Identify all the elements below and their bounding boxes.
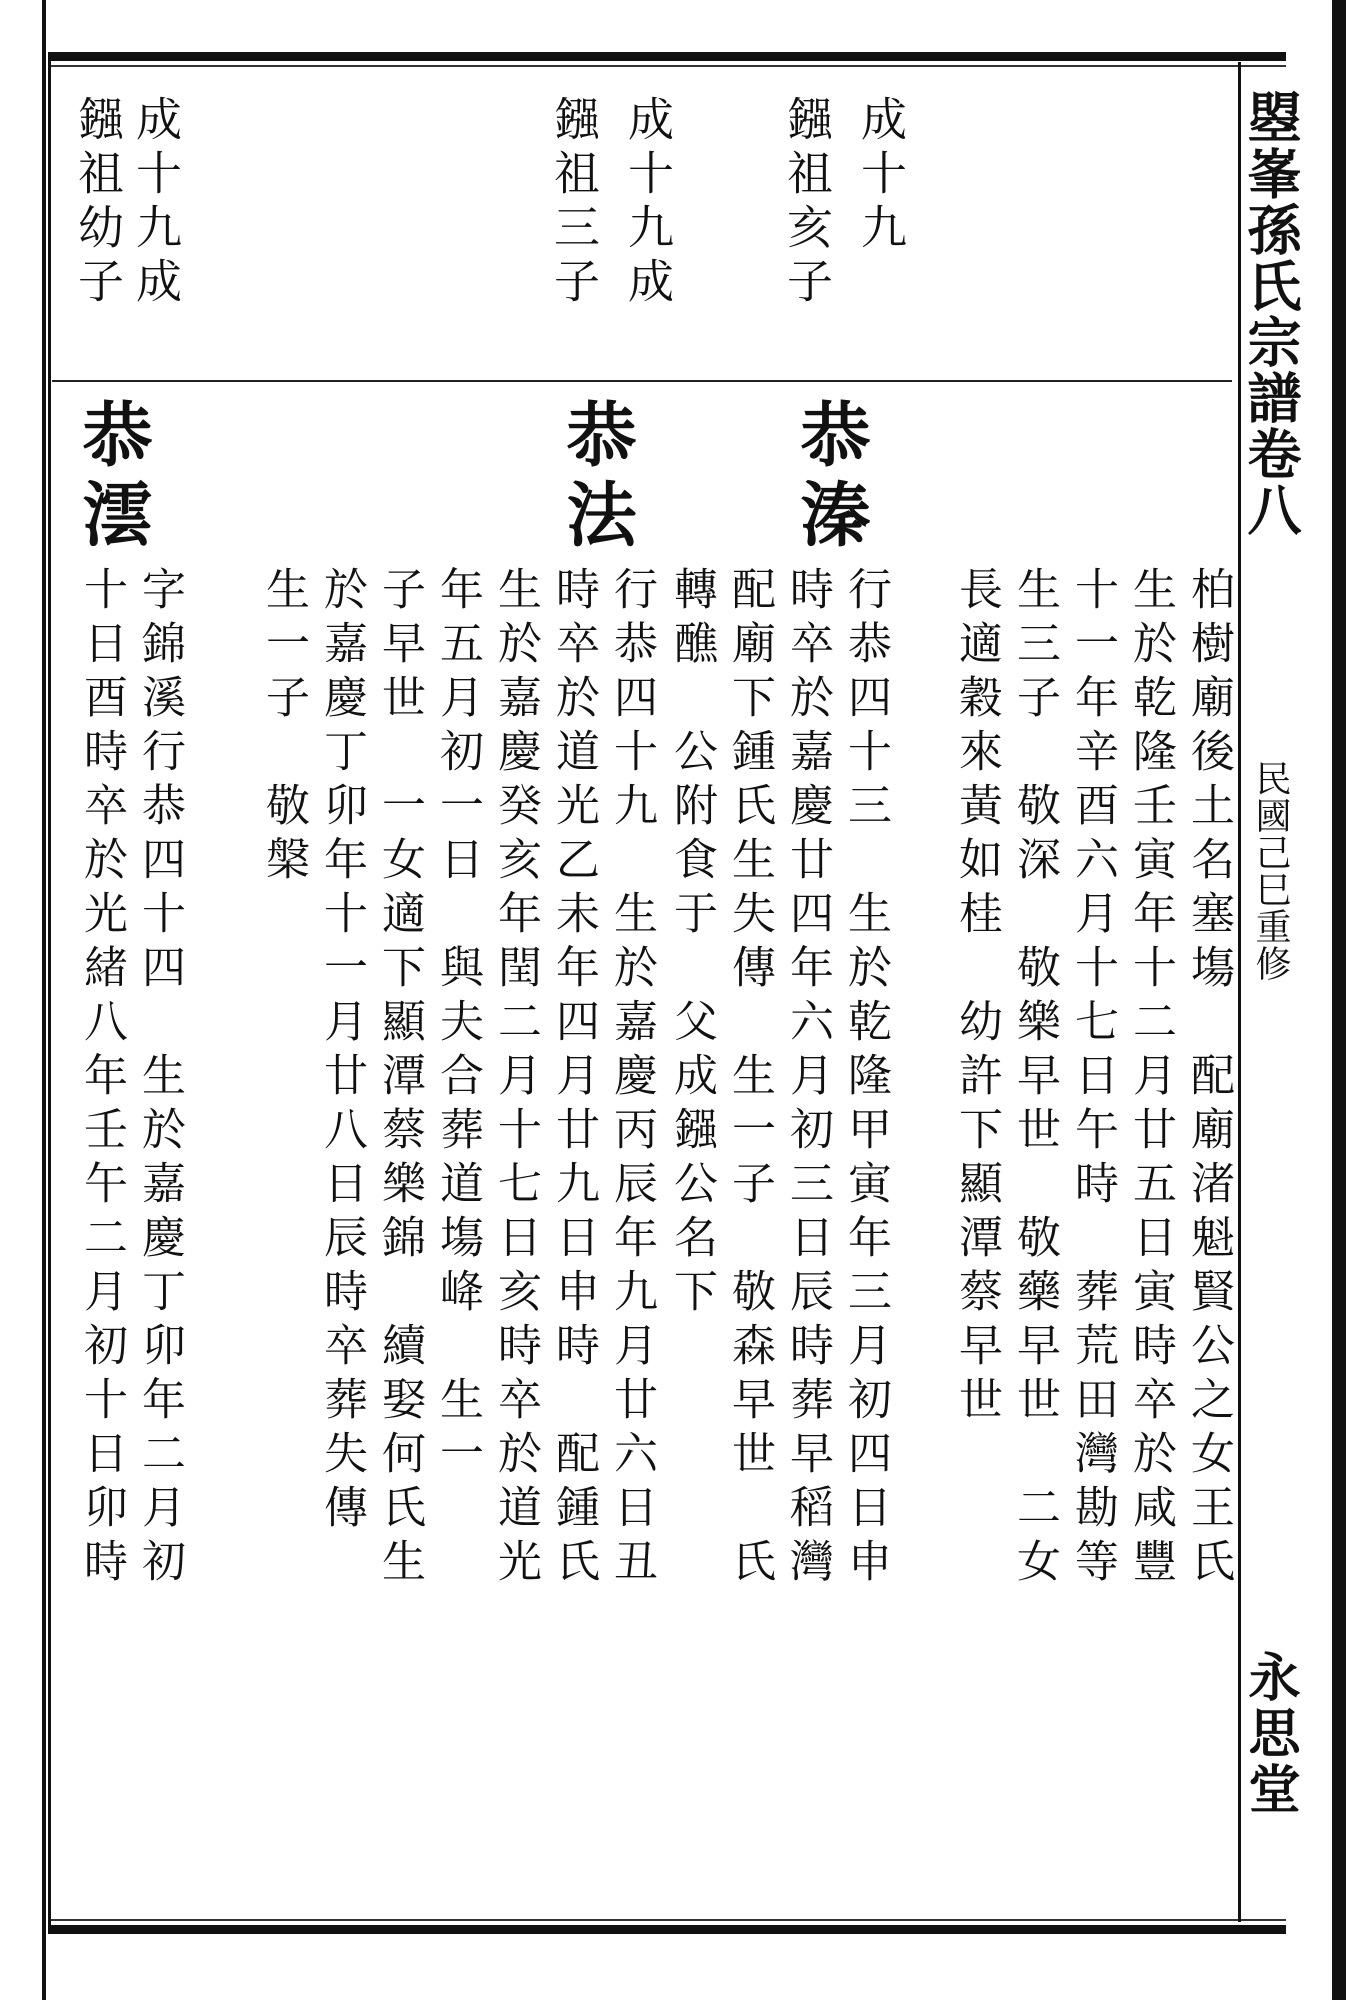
leaf-edge-left <box>0 0 46 2000</box>
text-column: 字錦溪行恭四十四 生於嘉慶丁卯年二月初 <box>134 566 185 1592</box>
relation-note-2b: 鏹祖三子 <box>547 95 601 311</box>
edition-note: 民國己巳重修 <box>1250 760 1291 982</box>
text-column: 子早世 一女適下顯潭蔡樂錦 續娶何氏生 <box>374 566 425 1592</box>
book-title <box>1239 90 1303 538</box>
text-column: 行恭四十九 生於嘉慶丙辰年九月廿六日丑 <box>606 566 657 1592</box>
relation-note-2a: 成十九成 <box>621 95 675 311</box>
text-column: 生於乾隆壬寅年十二月廿五日寅時卒於咸豐 <box>1125 566 1176 1592</box>
relation-note-1b: 鏹祖亥子 <box>780 95 834 311</box>
relation-note-1a: 成十九 <box>854 95 908 257</box>
text-column: 長適穀來黃如桂 幼許下顯潭蔡早世 <box>951 566 1002 1430</box>
volume-label: 卷八 <box>1239 426 1303 538</box>
text-column: 柏樹廟後土名塞塲 配廟渚魁賢公之女王氏 <box>1183 566 1234 1592</box>
text-column: 於嘉慶丁卯年十一月廿八日辰時卒葬失傳 <box>316 566 367 1538</box>
text-column: 時卒於嘉慶廿四年六月初三日辰時葬早稻灣 <box>782 566 833 1592</box>
text-column: 十日酉時卒於光緒八年壬午二月初十日卯時 <box>76 566 127 1592</box>
book-title-text: 曌峯孫氏宗譜 <box>1239 90 1303 426</box>
relation-note-3b: 鏹祖幼子 <box>71 95 125 311</box>
text-column: 年五月初一日 與夫合葬道塲𡶶 生一 <box>432 566 483 1484</box>
person-name: 恭澐 <box>71 398 154 558</box>
text-column: 時卒於道光乙未年四月廿九日申時 配鍾氏 <box>548 566 599 1592</box>
leaf-edge-right <box>1332 0 1346 2000</box>
register-band-divider <box>52 380 1232 382</box>
person-name: 恭法 <box>555 398 638 558</box>
person-name: 恭溱 <box>789 398 872 558</box>
text-column: 行恭四十三 生於乾隆甲寅年三月初四日申 <box>840 566 891 1592</box>
text-column: 十一年辛酉六月十七日午時 葬荒田灣勘等 <box>1067 566 1118 1592</box>
text-column: 轉醮 公附食于 父成鏹公名下 <box>666 566 717 1322</box>
text-column: 生一子 敬槃 <box>258 566 309 890</box>
text-column: 生於嘉慶癸亥年閏二月十七日亥時卒於道光 <box>490 566 541 1592</box>
relation-note-3a: 成十九成 <box>129 95 183 311</box>
hall-name: 永思堂 <box>1239 1650 1300 1818</box>
text-column: 生三子 敬深 敬樂早世 敬藥早世 二女 <box>1009 566 1060 1592</box>
text-column: 配廟下鍾氏生失傳 生一子 敬森早世 氏 <box>724 566 775 1592</box>
